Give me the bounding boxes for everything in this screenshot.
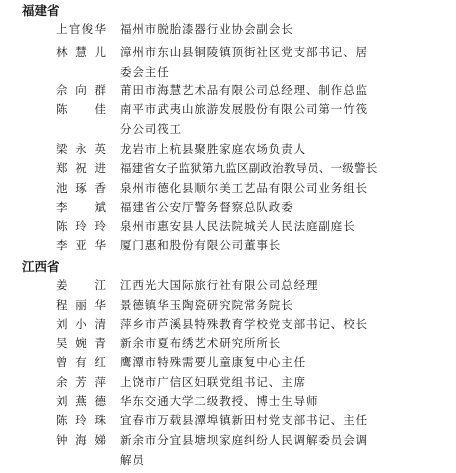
person-name: 钟海娣 — [56, 433, 106, 447]
title-line: 新余市夏布绣艺术研究所所长 — [120, 336, 282, 350]
title-line: 福建省女子监狱第九监区副政治教导员、一级警长 — [120, 161, 378, 175]
person-name: 刘小清 — [56, 317, 106, 331]
title-line: 解员 — [120, 453, 145, 467]
person-name: 曾有红 — [56, 355, 106, 369]
title-line: 景德镇华玉陶瓷研究院常务院长 — [120, 298, 294, 312]
person-name: 余芳萍 — [56, 375, 106, 389]
title-line: 龙岩市上杭县聚胜家庭农场负责人 — [120, 142, 306, 156]
section-title: 福建省 — [22, 3, 60, 18]
title-line: 委会主任 — [120, 65, 170, 79]
person-name: 陈佳 — [56, 102, 106, 116]
title-line: 宜春市万载县潭埠镇新田村党支部书记、主任 — [120, 413, 368, 427]
person-name: 李斌 — [56, 200, 106, 214]
person-name: 上官俊华 — [56, 22, 106, 36]
person-name: 池琢香 — [56, 181, 106, 195]
title-line: 福建省公安厅警务督察总队政委 — [120, 200, 294, 214]
title-line: 上饶市广信区妇联党组书记、主席 — [120, 375, 306, 389]
person-name: 林慧儿 — [56, 45, 106, 59]
title-line: 南平市武夷山旅游发展股份有限公司第一竹筏 — [120, 102, 368, 116]
title-line: 华东交通大学二级教授、博士生导师 — [120, 394, 319, 408]
title-line: 分公司筏工 — [120, 122, 182, 136]
title-line: 福州市脱胎漆器行业协会副会长 — [120, 22, 294, 36]
section-title: 江西省 — [22, 259, 60, 274]
person-name: 刘燕德 — [56, 394, 106, 408]
title-line: 泉州市德化县顺尔美工艺品有限公司业务组长 — [120, 181, 368, 195]
title-line: 泉州市惠安县人民法院城关人民法庭副庭长 — [120, 219, 356, 233]
person-name: 梁永英 — [56, 142, 106, 156]
person-name: 陈玲玲 — [56, 219, 106, 233]
title-line: 江西光大国际旅行社有限公司总经理 — [120, 278, 319, 292]
title-line: 厦门惠和股份有限公司董事长 — [120, 238, 282, 252]
title-line: 漳州市东山县铜陵镇顶街社区党支部书记、居 — [120, 45, 368, 59]
person-name: 郑祝进 — [56, 161, 106, 175]
person-name: 程丽华 — [56, 298, 106, 312]
title-line: 新余市分宜县塘坝家庭纠纷人民调解委员会调 — [120, 433, 368, 447]
title-line: 萍乡市芦溪县特殊教育学校党支部书记、校长 — [120, 317, 368, 331]
person-name: 佘向群 — [56, 83, 106, 97]
person-name: 姜江 — [56, 278, 106, 292]
title-line: 鹰潭市特殊需要儿童康复中心主任 — [120, 355, 306, 369]
person-name: 李亚华 — [56, 238, 106, 252]
person-name: 吴婉青 — [56, 336, 106, 350]
person-name: 陈玲珠 — [56, 413, 106, 427]
title-line: 莆田市海慧艺术品有限公司总经理、制作总监 — [120, 83, 368, 97]
